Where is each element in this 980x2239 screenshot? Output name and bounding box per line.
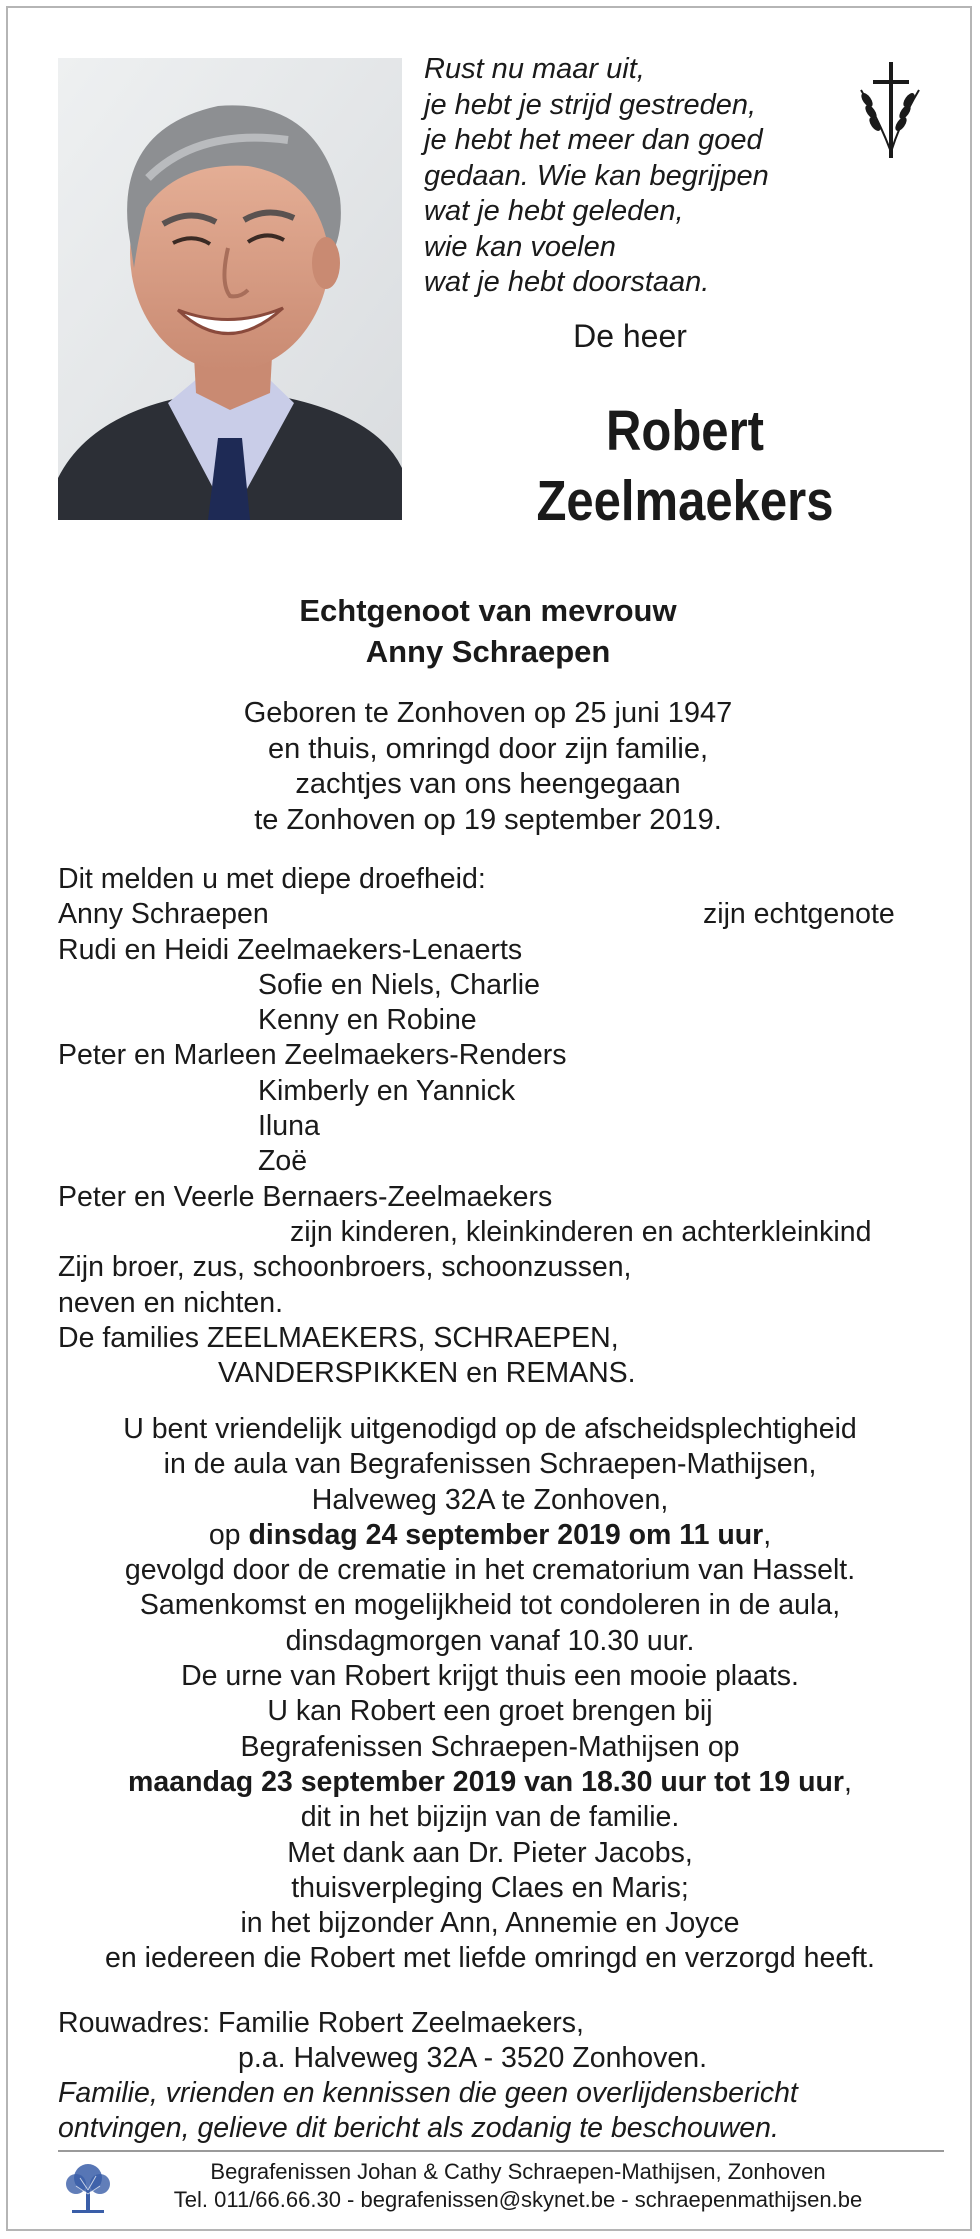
poem-line: wie kan voelen (424, 230, 616, 263)
notice (58, 2076, 938, 2147)
service-line: dit in het bijzijn van de familie. (300, 1801, 680, 1834)
family-intro: Dit melden u met diepe droefheid: (58, 863, 486, 895)
family-child: Peter en Veerle Bernaers-Zeelmaekers (58, 1180, 553, 1213)
born-line: Geboren te Zonhoven op 25 juni 1947 (243, 697, 733, 729)
service-line: Halveweg 32A te Zonhoven, (311, 1483, 669, 1516)
service-line: U bent vriendelijk uitgenodigd op de afscheidsplechtigheid (123, 1413, 857, 1445)
address-line: p.a. Halveweg 32A - 3520 Zonhoven. (238, 2042, 707, 2075)
poem-line: wat je hebt geleden, (424, 195, 684, 227)
address-line: Rouwadres: Familie Robert Zeelmaekers, (58, 2007, 584, 2039)
spouse-line: Echtgenoot van mevrouw (299, 593, 677, 628)
spouse-name: Anny Schraepen (365, 634, 611, 669)
visitation-date: maandag 23 september 2019 van 18.30 uur tot 19 uur (128, 1765, 845, 1798)
family-great-grandchild: Zoë (258, 1145, 308, 1178)
born-line: en thuis, omringd door zijn familie, (267, 732, 709, 765)
poem-line: je hebt je strijd gestreden, (424, 88, 757, 121)
poem-line: gedaan. Wie kan begrijpen (424, 159, 769, 192)
family-list (58, 862, 938, 1391)
poem-line: je hebt het meer dan goed (424, 124, 763, 156)
deceased-first-name: Robert (606, 399, 764, 463)
born-line: te Zonhoven op 19 september 2019. (254, 803, 722, 836)
service-text: , (844, 1765, 852, 1798)
poem (424, 52, 844, 301)
service-date: dinsdag 24 september 2019 om 11 uur (248, 1518, 764, 1551)
family-grandchild: Kimberly en Yannick (258, 1074, 516, 1107)
deceased-name (466, 396, 905, 536)
family-siblings: neven en nichten. (58, 1286, 284, 1319)
service-text: op (208, 1518, 249, 1551)
salutation: De heer (573, 318, 687, 354)
notice-line: Familie, vrienden en kennissen die geen overlijdensbericht (58, 2077, 798, 2109)
notice-line: ontvingen, gelieve dit bericht als zodanig te beschouwen. (58, 2112, 779, 2145)
funeral-home-contact: Tel. 011/66.66.30 - begrafenissen@skynet.be - schraepenmathijsen.be (173, 2187, 863, 2212)
funeral-home-name: Begrafenissen Johan & Cathy Schraepen-Mathijsen, Zonhoven (210, 2159, 826, 2184)
service-line: Begrafenissen Schraepen-Mathijsen op (240, 1730, 740, 1763)
service-line: dinsdagmorgen vanaf 10.30 uur. (285, 1624, 695, 1657)
family-grandchild: Sofie en Niels, Charlie (258, 968, 540, 1001)
spouse-block (58, 590, 918, 672)
poem-line: Rust nu maar uit, (424, 53, 645, 85)
family-families: VANDERSPIKKEN en REMANS. (218, 1357, 636, 1390)
service-line: in het bijzonder Ann, Annemie en Joyce (240, 1907, 740, 1940)
family-child: Rudi en Heidi Zeelmaekers-Lenaerts (58, 933, 523, 966)
service-line: in de aula van Begrafenissen Schraepen-Mathijsen, (163, 1448, 817, 1481)
family-spouse-role: zijn echtgenote (703, 898, 895, 931)
deceased-last-name: Zeelmaekers (536, 469, 834, 533)
service-line: gevolgd door de crematie in het crematorium van Hasselt. (124, 1554, 856, 1587)
service-line: Samenkomst en mogelijkheid tot condoleren in de aula, (139, 1589, 841, 1622)
tree-logo-icon (62, 2160, 114, 2216)
family-grandchild: Kenny en Robine (258, 1004, 477, 1037)
service-info (30, 1412, 950, 1977)
service-date-line (30, 1518, 950, 1553)
family-great-grandchild: Iluna (258, 1110, 320, 1143)
service-text: , (763, 1518, 772, 1551)
poem-line: wat je hebt doorstaan. (424, 266, 710, 298)
family-child: Peter en Marleen Zeelmaekers-Renders (58, 1039, 567, 1072)
portrait-photo (58, 58, 402, 520)
family-spouse-name: Anny Schraepen (58, 898, 269, 931)
birth-death-block (58, 696, 918, 838)
funeral-home-footer (118, 2158, 918, 2214)
service-line: thuisverpleging Claes en Maris; (291, 1871, 689, 1904)
family-children-role: zijn kinderen, kleinkinderen en achterkleinkind (290, 1215, 872, 1248)
service-line: en iedereen die Robert met liefde omringd en verzorgd heeft. (105, 1942, 875, 1975)
cross-with-wheat-icon (855, 60, 925, 160)
service-line: Met dank aan Dr. Pieter Jacobs, (287, 1836, 693, 1869)
family-siblings: Zijn broer, zus, schoonbroers, schoonzussen, (58, 1251, 632, 1284)
family-families: De families ZEELMAEKERS, SCHRAEPEN, (58, 1321, 619, 1354)
visitation-date-line (30, 1765, 950, 1800)
born-line: zachtjes van ons heengegaan (295, 768, 681, 800)
footer-divider (58, 2150, 944, 2152)
mourning-address (58, 2006, 938, 2077)
service-line: De urne van Robert krijgt thuis een mooie plaats. (181, 1660, 799, 1693)
service-line: U kan Robert een groet brengen bij (267, 1695, 713, 1728)
